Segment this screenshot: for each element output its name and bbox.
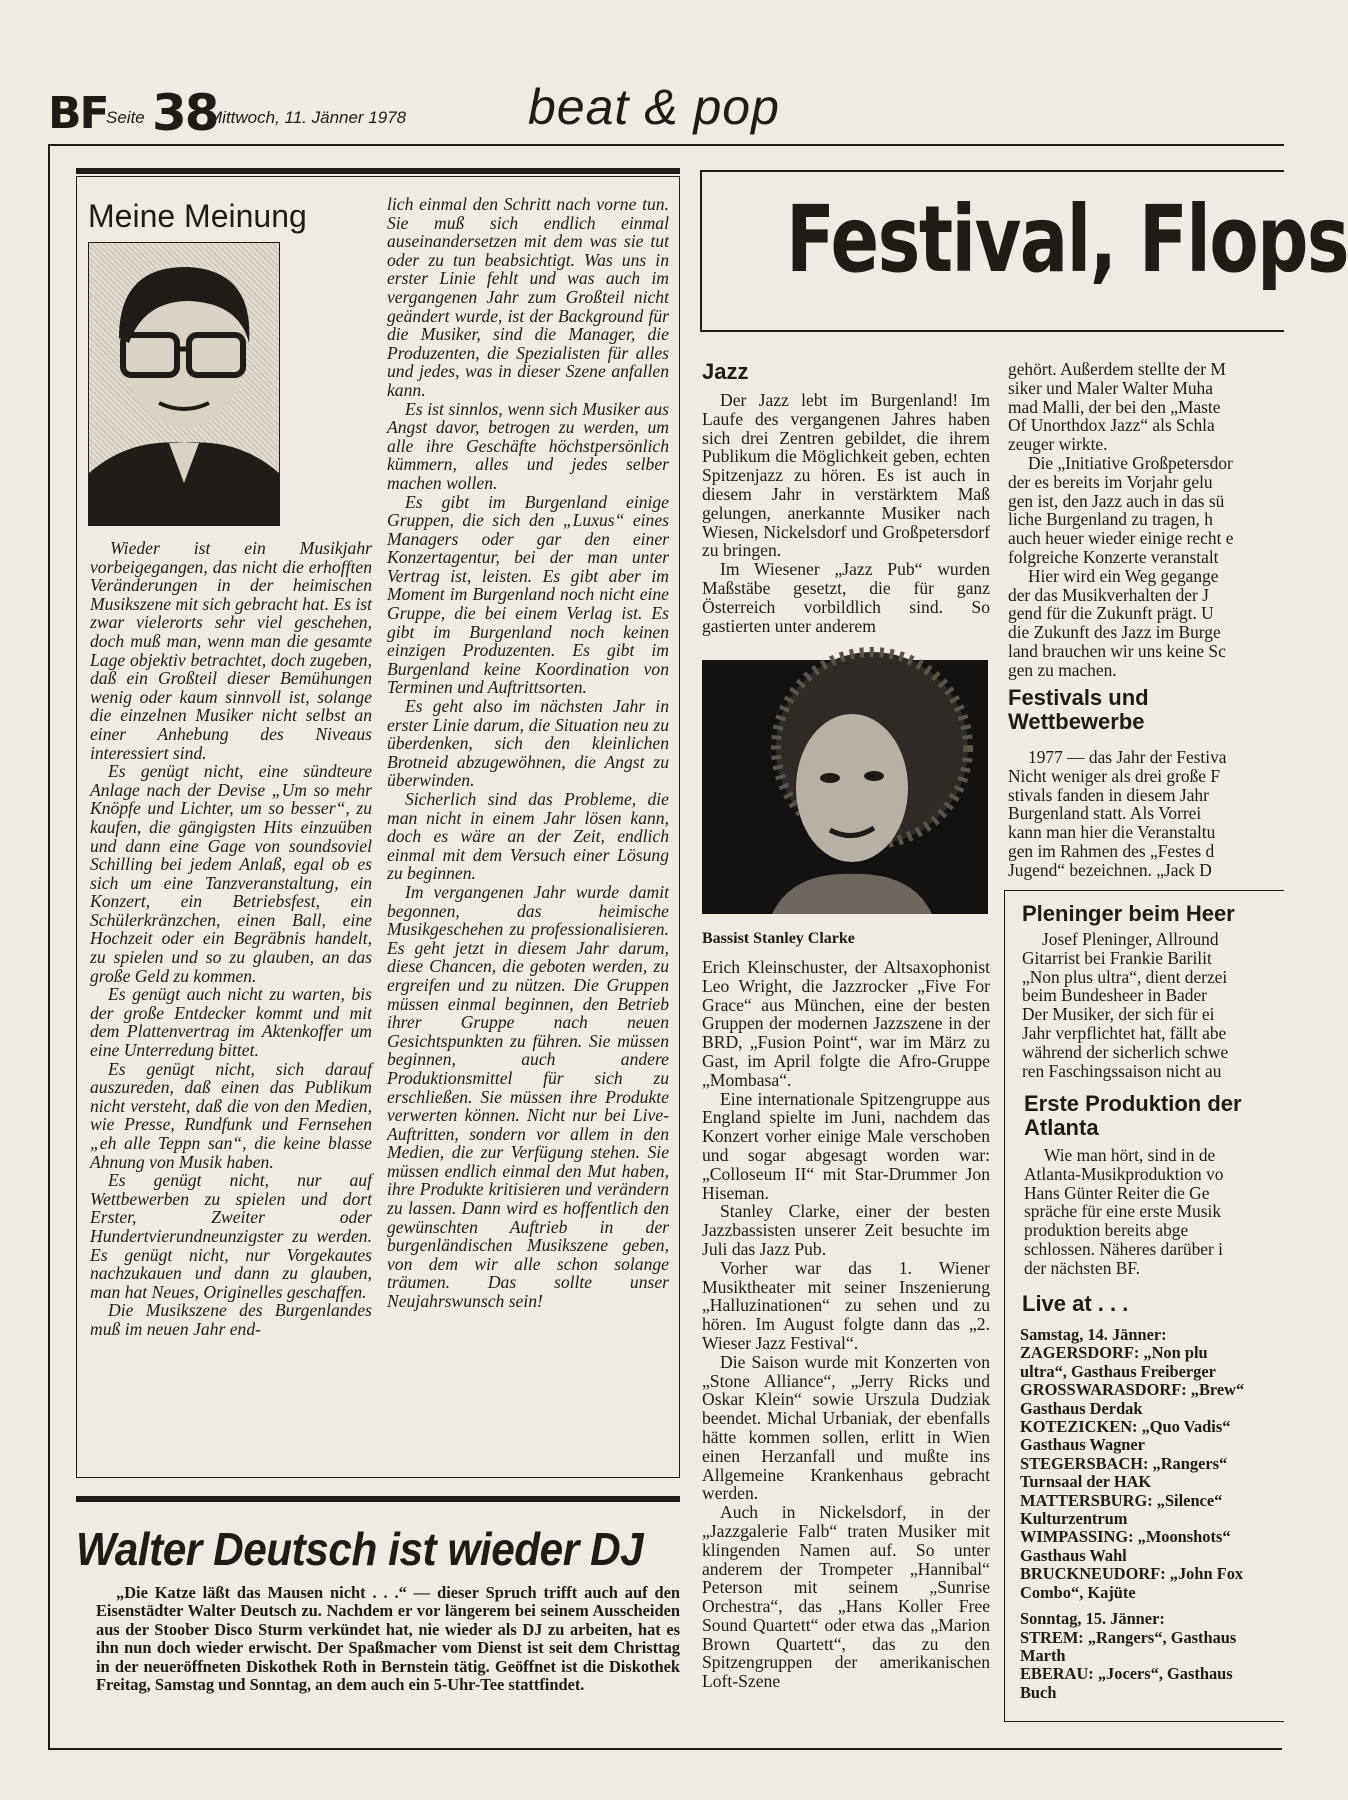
text-line: stivals fanden in diesem Jahr — [1008, 784, 1209, 805]
listing-line: Kulturzentrum — [1020, 1509, 1128, 1529]
author-photo — [88, 242, 280, 526]
text-line: gen im Rahmen des „Festes d — [1008, 840, 1215, 861]
listing-line: Gasthaus Wahl — [1020, 1545, 1127, 1565]
masthead — [48, 78, 1284, 146]
festivals-text — [1008, 748, 1284, 880]
text-line: Die „Initiative Großpetersdor — [1028, 452, 1233, 473]
opinion-column-1 — [90, 539, 372, 1339]
text-line: gen zu machen. — [1008, 659, 1117, 680]
listing-line: ZAGERSDORF: „Non plu — [1020, 1343, 1208, 1363]
text-line: Jugend“ bezeichnen. „Jack D — [1008, 859, 1212, 880]
listing-line: EBERAU: „Jocers“, Gasthaus — [1020, 1664, 1233, 1684]
text-line: folgreiche Konzerte veranstalt — [1008, 546, 1219, 567]
opinion-column-2 — [387, 195, 669, 1311]
text-line: gen ist, den Jazz auch in das sü — [1008, 490, 1225, 511]
text-line: zeuger wirkte. — [1008, 434, 1108, 455]
top-rule-left — [76, 168, 680, 174]
text-line: schlossen. Näheres darüber i — [1024, 1238, 1223, 1259]
opinion-paragraph: Sicherlich sind das Probleme, die man nicht in einem Jahr lösen kann, doch es wäre an der Zeit, endlich einmal mit dem Versuch einer Lösung zu beginnen. — [387, 789, 669, 884]
jazz-paragraph: Im Wiesener „Jazz Pub“ wurden Maßstäbe gesetzt, die für ganz Österreich vorbildlich sind. So gastierten unter anderem — [702, 559, 990, 636]
text-line: mad Malli, der bei den „Maste — [1008, 396, 1221, 417]
text-line: Jahr verpflichtet hat, fällt abe — [1022, 1022, 1227, 1043]
listing-line: GROSSWARASDORF: „Brew“ — [1020, 1380, 1245, 1400]
festival-headline-box — [700, 170, 1348, 332]
text-line: ren Faschingssaison nicht au — [1022, 1060, 1222, 1081]
text-line: gehört. Außerdem stellte der M — [1008, 359, 1226, 379]
pleninger-heading: Pleninger beim Heer — [1022, 901, 1235, 926]
text-line: Gitarrist bei Frankie Barilit — [1022, 947, 1212, 968]
text-line: „Non plus ultra“, dient derzei — [1022, 966, 1228, 987]
listing-line: MATTERSBURG: „Silence“ — [1020, 1490, 1223, 1510]
opinion-paragraph: Es ist sinnlos, wenn sich Musiker aus Angst davor, betrogen zu werden, um alle ihre Geschäfte höchstpersönlich kümmern, alles und jedes selber machen wollen. — [387, 398, 669, 493]
listing-line: Turnsaal der HAK — [1020, 1472, 1152, 1492]
text-line: Of Unorthdox Jazz“ als Schla — [1008, 415, 1215, 436]
walter-rule — [76, 1496, 680, 1502]
opinion-paragraph: Es genügt nicht, eine sündteure Anlage nach der Devise „Um so mehr Knöpfe und Lichter, um so besser“, zu kaufen, die gängigsten Hits einzuüben und dann eine Gage von soundsoviel Schilling bei jedem Anlaß, egal ob es sich um eine Tanzveranstaltung, ein Konzert, ein Betriebsfest, ein Schülerkränzchen, einen Ball, eine Hochzeit oder ein Begräbnis handelt, zu spielen und so zu glauben, an das große Geld zu kommen. — [90, 761, 372, 986]
text-line: spräche für eine erste Musik — [1024, 1201, 1222, 1222]
listing-line: WIMPASSING: „Moonshots“ — [1020, 1527, 1231, 1547]
text-line: beim Bundesheer in Bader — [1022, 985, 1207, 1006]
opinion-paragraph: Die Musikszene des Burgenlandes muß im neuen Jahr end- — [90, 1300, 372, 1339]
listing-line: STEGERSBACH: „Rangers“ — [1020, 1453, 1228, 1473]
jazz-heading: Jazz — [702, 359, 749, 384]
text-line: gend für die Zukunft prägt. U — [1008, 603, 1214, 624]
text-line: Wie man hört, sind in de — [1044, 1145, 1216, 1165]
portrait-image — [89, 243, 279, 525]
listing-line: Samstag, 14. Jänner: — [1020, 1325, 1167, 1344]
opinion-paragraph: Wieder ist ein Musikjahr vorbeigegangen, das nicht die erhofften Veränderungen in der heimischen Musikszene mit sich gebracht hat. Es ist zwar vielerorts sehr viel geschehen, doch muß man, wenn man die gesamte Lage objektiv betrachtet, doch zugeben, daß ein Großteil dieser Bemühungen wenig oder kaum sinnvoll ist, solange die einzelnen Musiker nicht selbst an einer Anhebung des Niveaus interessiert sind. — [90, 538, 372, 763]
opinion-paragraph: lich einmal den Schritt nach vorne tun. Sie muß sich endlich einmal auseinandersetzen mit dem was sie tut oder zu tun beabsichtigt. Was uns in erster Linie fehlt und was auch im vergangenen Jahr zum Großteil nicht geändert wurde, ist der Background für die Musiker, sind die Manager, die Produzenten, die Spezialisten für alles und jedes, was in dieser Szene anfallen kann. — [387, 194, 669, 400]
opinion-paragraph: Im vergangenen Jahr wurde damit begonnen, das heimische Musikgeschehen zu professionalisieren. Es geht jetzt in diesem Jahr darum, diese Chancen, die geboten werden, zu ergreifen und zu nützen. Die Gruppen müssen einmal beginnen, den Betrieb ihrer Gruppe nach neuen Gesichtspunkten zu führen. Sie müssen beginnen, auch andere Produktionsmittel für sich zu erschließen. Sie müssen ihre Produkte verwerten können. Nicht nur bei Live-Auftritten, sondern vor allem in den Medien, die zur Verfügung stehen. Sie müssen endlich einmal den Mut haben, ihre Produkte kritisieren und verändern zu lassen. Dann wird es hoffentlich den gewünschten Auftrieb in der burgenländischen Musikszene geben, von dem wir alle schon solange träumen. Das sollte unser Neujahrswunsch sein! — [387, 881, 669, 1312]
text-line: der nächsten BF. — [1024, 1257, 1140, 1278]
text-line: 1977 — das Jahr der Festiva — [1028, 747, 1227, 767]
text-line: Nicht weniger als drei große F — [1008, 765, 1221, 786]
walter-article — [96, 1584, 680, 1694]
atlanta-text — [1024, 1146, 1284, 1278]
pleninger-text — [1022, 930, 1284, 1080]
photo-caption: Bassist Stanley Clarke — [702, 930, 855, 947]
text-line: produktion bereits abge — [1024, 1220, 1189, 1241]
listing-line: Buch — [1020, 1682, 1057, 1702]
festival-headline: Festival, Flops — [786, 186, 1348, 293]
listing-line: Combo“, Kajüte — [1020, 1582, 1136, 1602]
listing-line: Gasthaus Wagner — [1020, 1435, 1145, 1455]
text-line: Hans Günter Reiter die Ge — [1024, 1182, 1210, 1203]
text-line: Josef Pleninger, Allround — [1042, 929, 1219, 949]
jazz-text-bottom — [702, 958, 990, 1691]
listing-line: KOTEZICKEN: „Quo Vadis“ — [1020, 1417, 1231, 1437]
listing-line: BRUCKNEUDORF: „John Fox — [1020, 1564, 1244, 1584]
walter-headline: Walter Deutsch ist wieder DJ — [76, 1523, 644, 1575]
listing-line: STREM: „Rangers“, Gasthaus — [1020, 1627, 1237, 1647]
jazz-paragraph: Stanley Clarke, einer der besten Jazzbassisten unserer Zeit besuchte im Juli das Jazz Pub. — [702, 1201, 990, 1259]
live-at-heading: Live at . . . — [1022, 1291, 1129, 1316]
jazz-paragraph: Der Jazz lebt im Burgenland! Im Laufe des vergangenen Jahres haben sich drei Zentren gebildet, die ihrem Publikum die Möglichkeit geben, echten Spitzenjazz zu hören. Es ist auch in diesem Jahr in verstärktem Maß gelungen, anerkannte Musiker nach Wiesen, Nickelsdorf und Großpetersdorf zu bringen. — [702, 390, 990, 561]
jazz-paragraph: Die Saison wurde mit Konzerten von „Stone Alliance“, „Jerry Ricks und Oskar Klein“ sowie Urszula Dudziak beendet. Michal Urbaniak, der ebenfalls hätte kommen sollen, erlitt in Wien einen Herzanfall und mußte ins Allgemeine Krankenhaus gebracht werden. — [702, 1351, 990, 1504]
text-line: die Zukunft des Jazz im Burge — [1008, 622, 1221, 643]
masthead-logo: BF — [48, 88, 108, 139]
opinion-paragraph: Es genügt nicht, sich darauf auszureden, daß einen das Publikum nicht versteht, daß die von den Medien, wie Presse, Rundfunk und Fernsehen „eh alle Teppn san“, die keine blasse Ahnung von Musik haben. — [90, 1058, 372, 1172]
opinion-paragraph: Es geht also im nächsten Jahr in erster Linie darum, die Situation neu zu überdenken, sich den kleinlichen Brotneid abzugewöhnen, die Angst zu überwinden. — [387, 696, 669, 791]
issue-date: Mittwoch, 11. Jänner 1978 — [208, 108, 407, 127]
page-label: Seite — [106, 108, 145, 127]
opinion-paragraph: Es genügt auch nicht zu warten, bis der große Entdecker kommt und mit dem Plattenvertrag im Aktenkoffer um eine Unterredung bittet. — [90, 984, 372, 1061]
listing-line: Sonntag, 15. Jänner: — [1020, 1609, 1165, 1629]
section-title: beat & pop — [528, 79, 780, 135]
text-line: siker und Maler Walter Muha — [1008, 377, 1213, 398]
listing-line: Marth — [1020, 1645, 1066, 1665]
atlanta-heading: Erste Produktion der Atlanta — [1024, 1091, 1242, 1140]
jazz-paragraph: Erich Kleinschuster, der Altsaxophonist Leo Wright, die Jazzrocker „Five For Grace“ aus München, eine der besten Gruppen der modernen Jazzszene in der BRD, „Fusion Point“, war im März zu Gast, im April folgte die Afro-Gruppe „Mombasa“. — [702, 957, 990, 1090]
text-line: Hier wird ein Weg gegange — [1028, 565, 1219, 586]
page-number: 38 — [152, 84, 218, 142]
text-line: auch heuer wieder einige recht e — [1008, 528, 1234, 549]
text-line: während der sicherlich schwe — [1022, 1041, 1229, 1062]
festivals-heading: Festivals und Wettbewerbe — [1008, 685, 1149, 734]
bassist-image — [702, 660, 988, 914]
listing-line: ultra“, Gasthaus Freiberger — [1020, 1361, 1216, 1381]
jazz-paragraph: Eine internationale Spitzengruppe aus England spielte im Juni, nachdem das Konzert vorher einige Male verschoben und sogar abgesagt worden war: „Colloseum II“ mit Star-Drummer Jon Hiseman. — [702, 1088, 990, 1203]
walter-paragraph: „Die Katze läßt das Mausen nicht . . .“ — dieser Spruch trifft auch auf den Eisenstädter Walter Deutsch zu. Nachdem er vor längerem bei seinem Ausscheiden aus der Stoober Disco Sturm verkündet hat, nie wieder als DJ zu arbeiten, hat es ihn nun doch wieder erwischt. Der Spaßmacher vom Dienst ist seit dem Christtag in der neueröffneten Diskothek Roth in Bernstein tätig. Geöffnet ist die Diskothek Freitag, Samstag und Sonntag, an dem auch ein 5-Uhr-Tee stattfindet. — [96, 1583, 680, 1695]
jazz-text-top — [702, 391, 990, 635]
text-line: Der Musiker, der sich für ei — [1022, 1004, 1215, 1025]
opinion-paragraph: Es gibt im Burgenland einige Gruppen, die sich den „Luxus“ eines Managers oder gar den einer Konzertagentur, bei der man unter Vertrag ist, leisten. Es gibt aber im Moment im Burgenland noch nicht eine Gruppe, die bei einem Verlag ist. Es gibt im Burgenland noch keinen einzigen Produzenten. Es gibt im Burgenland keine Koordination von Terminen und Auftrittsorten. — [387, 491, 669, 698]
live-at-listing — [1020, 1326, 1284, 1702]
jazz-paragraph: Vorher war das 1. Wiener Musiktheater mit seiner Inszenierung „Halluzinationen“ zu sehen und zu hören. Im August folgte dann das „2. Wieser Jazz Festival“. — [702, 1257, 990, 1353]
text-line: der es bereits im Vorjahr gelu — [1008, 471, 1213, 492]
opinion-title: Meine Meinung — [88, 198, 307, 234]
stanley-clarke-photo — [702, 660, 988, 914]
text-line: liche Burgenland zu tragen, h — [1008, 509, 1213, 530]
text-line: land brauchen wir uns keine Sc — [1008, 640, 1226, 661]
listing-line: Gasthaus Derdak — [1020, 1398, 1143, 1418]
text-line: Atlanta-Musikproduktion vo — [1024, 1163, 1224, 1184]
opinion-paragraph: Es genügt nicht, nur auf Wettbewerben zu spielen und dort Erster, Zweiter oder Hundertvierundneunzigster zu werden. Es genügt nicht, nur Vorgekautes nachzukauen und dann zu glauben, man hat Neues, Originelles geschaffen. — [90, 1170, 372, 1302]
text-line: Burgenland statt. Als Vorrei — [1008, 803, 1202, 824]
jazz-text-continued — [1008, 360, 1284, 680]
text-line: der das Musikverhalten der J — [1008, 584, 1209, 605]
jazz-paragraph: Auch in Nickelsdorf, in der „Jazzgalerie Falb“ traten Musiker mit klingenden Namen auf. So unter anderem der Trompeter „Hannibal“ Peterson mit seinem „Sunrise Orchestra“, das „Hans Koller Free Sound Quartett“ oder etwa das „Marion Brown Quartett“, das zu den Spitzengruppen der amerikanischen Loft-Szene — [702, 1502, 990, 1692]
text-line: kann man hier die Veranstaltu — [1008, 822, 1216, 843]
